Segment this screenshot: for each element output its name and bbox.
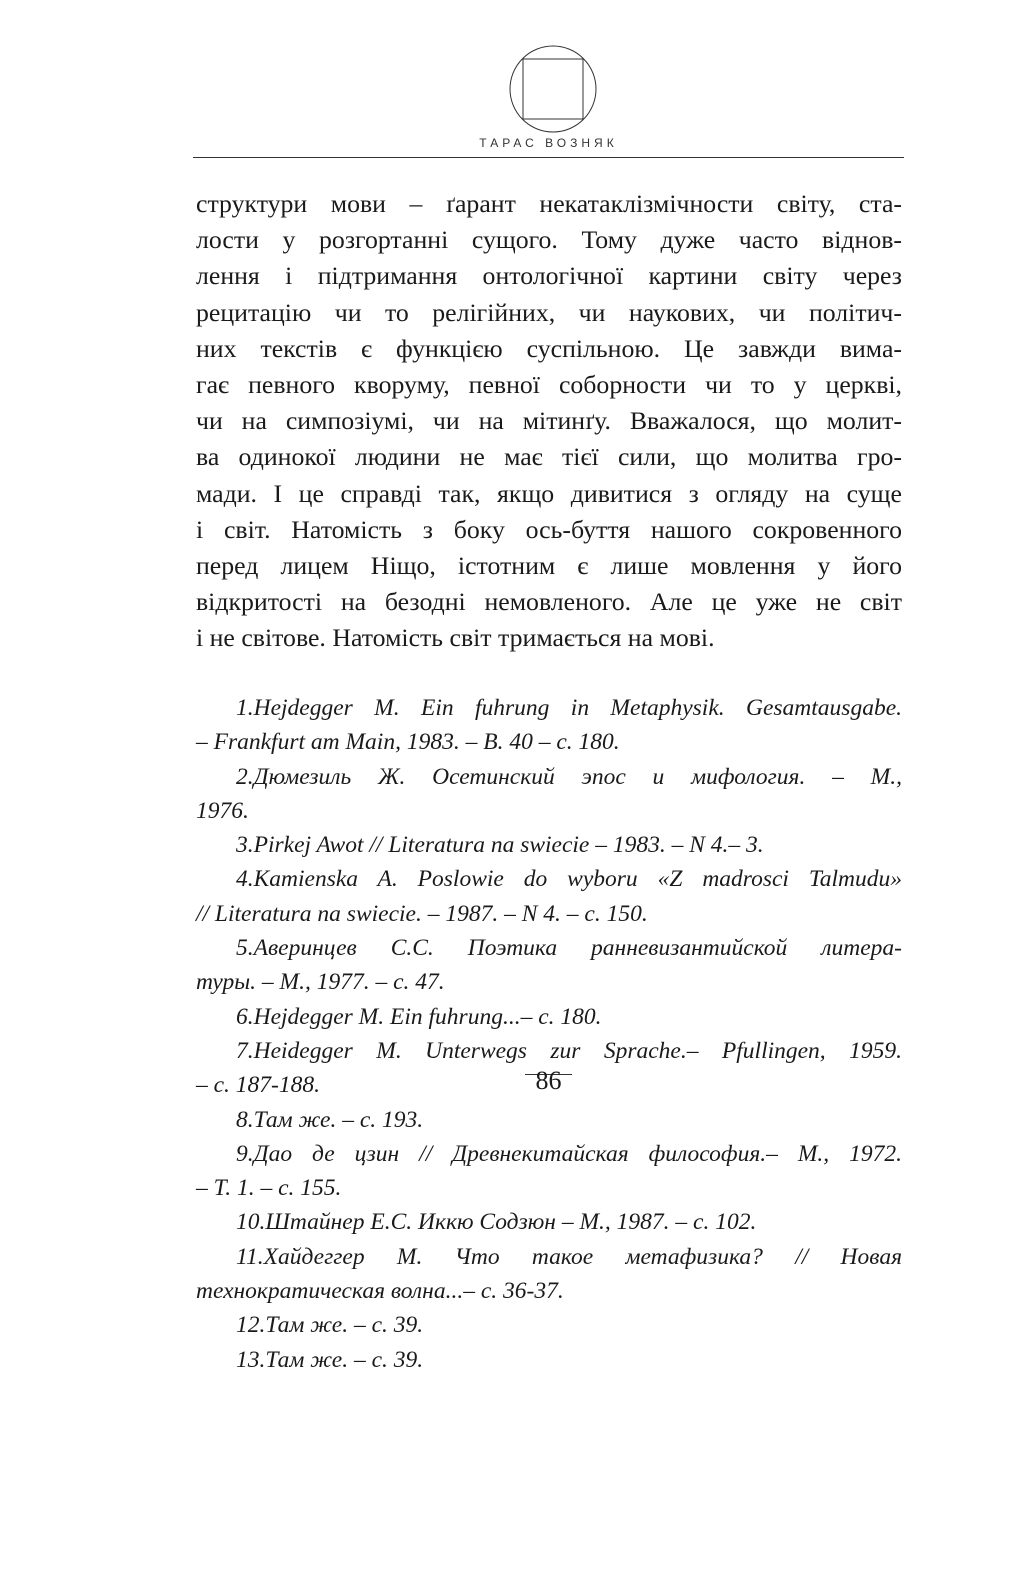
body-line: рецитацію чи то релігійних, чи наукових, чи політич- (196, 297, 902, 327)
reference-line: туры. – М., 1977. – с. 47. (196, 969, 445, 996)
reference-line: 5.Аверинцев С.С. Поэтика ранневизантийской литера- (236, 935, 902, 962)
header-rule (193, 157, 904, 158)
reference-line: 3.Pirkej Awot // Literatura na swiecie – 1983. – N 4.– 3. (236, 832, 764, 859)
circle-square-emblem-icon (508, 44, 598, 134)
reference-line: – Frankfurt am Main, 1983. – B. 40 – c. 180. (196, 729, 620, 756)
body-line: мади. І це справді так, якщо дивитися з огляду на суще (196, 478, 902, 508)
reference-line: 4.Kamienska A. Poslowie do wyboru «Z madrosci Talmudu» (236, 866, 902, 893)
reference-line: – Т. 1. – с. 155. (196, 1175, 342, 1202)
reference-line: 13.Там же. – с. 39. (236, 1346, 424, 1373)
reference-line: 1976. (196, 797, 249, 824)
reference-line: 6.Hejdegger M. Ein fuhrung...– c. 180. (236, 1003, 602, 1030)
reference-line: 2.Дюмезиль Ж. Осетинский эпос и мифология. – М., (236, 763, 902, 790)
body-line: гає певного кворуму, певної соборности чи то у церкві, (196, 370, 902, 400)
references-list (196, 691, 902, 1377)
body-line: лости у розгортанні сущого. Тому дуже часто віднов- (196, 225, 902, 255)
body-line: ва одинокої людини не має тієї сили, що молитва гро- (196, 442, 902, 472)
reference-line: технократическая волна...– с. 36-37. (196, 1278, 564, 1305)
reference-line: 1.Hejdegger M. Ein fuhrung in Metaphysik. Gesamtausgabe. (236, 695, 902, 721)
body-line: лення і підтримання онтологічної картини світу через (196, 261, 902, 291)
reference-line: 10.Штайнер Е.С. Иккю Содзюн – М., 1987. – с. 102. (236, 1209, 757, 1236)
reference-line: 9.Дао де цзин // Древнекитайская философия.– М., 1972. (236, 1140, 902, 1167)
body-line: відкритості на безодні немовленого. Але це уже не світ (196, 587, 902, 617)
body-line: перед лицем Ніщо, істотним є лише мовлення у його (196, 551, 902, 581)
body-line: і світ. Натомість з боку ось-буття нашого сокровенного (196, 514, 902, 544)
body-line: і не світове. Натомість світ тримається на мові. (196, 623, 715, 653)
running-head: ТАРАС ВОЗНЯК (479, 136, 618, 150)
page-number: 86 (535, 1066, 562, 1095)
reference-line: // Literatura na swiecie. – 1987. – N 4. – c. 150. (196, 900, 648, 927)
body-line: структури мови – ґарант некатаклізмічности світу, ста- (196, 189, 902, 218)
body-line: чи на симпозіумі, чи на мітинґу. Вважалося, що молит- (196, 406, 902, 436)
body-paragraph (196, 186, 902, 657)
reference-line: – c. 187-188. (196, 1072, 321, 1099)
reference-line: 7.Heidegger M. Unterwegs zur Sprache.– Pfullingen, 1959. (236, 1037, 902, 1064)
body-line: них текстів є функцією суспільною. Це завжди вима- (196, 333, 902, 363)
reference-line: 12.Там же. – с. 39. (236, 1312, 424, 1339)
reference-line: 11.Хайдеггер М. Что такое метафизика? // Новая (236, 1243, 902, 1270)
reference-line: 8.Там же. – с. 193. (236, 1106, 424, 1133)
